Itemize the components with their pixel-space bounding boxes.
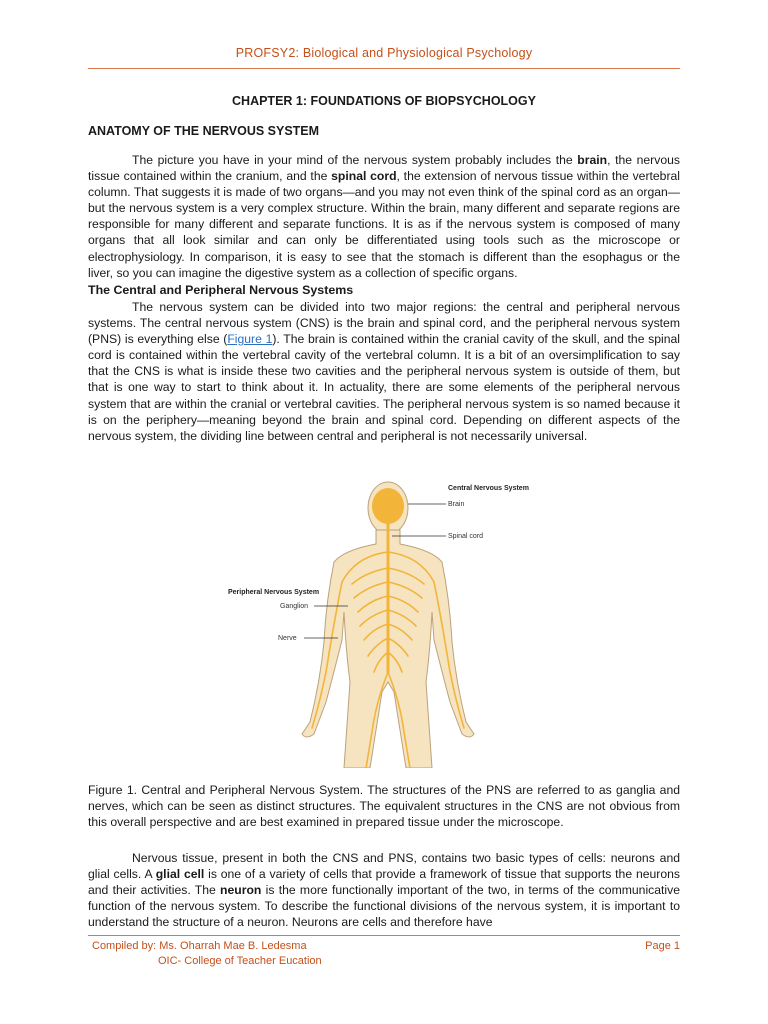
- text-run: is the more functionally important of the two, in terms of the communicative function of the nervous system. To describe the functional divisions of the nervous system, it is important to understand the structure of a neuron. Neurons are cells and therefore have: [88, 883, 680, 930]
- figure-caption: Figure 1. Central and Peripheral Nervous System. The structures of the PNS are referred to as ganglia and nerves, which can be seen as distinct structures. The equivalent structures in the CNS are not obvious from this overall perspective and are best examined in prepared tissue under the microscope.: [88, 783, 680, 830]
- chapter-title: CHAPTER 1: FOUNDATIONS OF BIOPSYCHOLOGY: [232, 94, 536, 108]
- nervous-system-figure: [226, 472, 556, 768]
- label-nerve: Nerve: [278, 635, 297, 642]
- text-run: , the nervous tissue contained within the cranium, and the: [88, 153, 680, 184]
- footer-page-number: Page 1: [645, 940, 680, 952]
- header-divider: [88, 68, 680, 69]
- term-neuron: neuron: [220, 883, 262, 898]
- text-run: , the extension of nervous tissue within the vertebral column. That suggests it is made of two organs—and you may not even think of the spinal cord as an organ—but the nervous system is a very complex structure. Within the brain, many different and separate regions are responsible for many different and separate functions. It is as if the nervous system is composed of many organs that all look similar and can only be differentiated using tools such as the microscope or electrophysiology. In comparison, it is easy to see that the stomach is different than the esophagus or the liver, so you can imagine the digestive system as a collection of specific organs.: [88, 169, 680, 280]
- term-spinal-cord: spinal cord: [331, 169, 397, 184]
- label-cns-title: Central Nervous System: [448, 485, 529, 492]
- label-brain: Brain: [448, 501, 465, 508]
- term-glial-cell: glial cell: [155, 867, 205, 882]
- page-header-title: PROFSY2: Biological and Physiological Psychology: [235, 46, 533, 60]
- text-run: is one of a variety of cells that provide a framework of tissue that supports the neurons and their activities. The: [88, 867, 680, 898]
- figure-1-link[interactable]: Figure 1: [227, 332, 273, 347]
- footer-divider: [88, 935, 680, 936]
- paragraph-cns-pns: [88, 299, 680, 444]
- subsection-title: The Central and Peripheral Nervous Systems: [88, 283, 354, 297]
- text-run: Nervous tissue, present in both the CNS and PNS, contains two basic types of cells: neurons and glial cells. A: [88, 851, 680, 882]
- section-title: ANATOMY OF THE NERVOUS SYSTEM: [88, 124, 320, 138]
- label-ganglion: Ganglion: [280, 603, 309, 610]
- term-brain: brain: [577, 153, 608, 167]
- label-pns-title: Peripheral Nervous System: [228, 589, 320, 596]
- text-run: ). The brain is contained within the cranial cavity of the skull, and the spinal cord is contained within the vertebral cavity of the vertebral column. It is a bit of an oversimplification to say that the CNS is what is inside these two cavities and the peripheral nervous system is outside of them, but that is one way to start to think about it. In actuality, there are some elements of the peripheral nervous system that are within the cranial or vertebral cavities. The peripheral nervous system is so named because it is on the periphery—meaning beyond the brain and spinal cord. Depending on different aspects of the nervous system, the dividing line between central and peripheral is not necessarily universal.: [88, 332, 680, 443]
- brain-shape: [372, 488, 404, 524]
- footer-compiled-by: Compiled by: Ms. Oharrah Mae B. Ledesma: [92, 940, 307, 952]
- text-run: The picture you have in your mind of the nervous system probably includes the: [132, 153, 578, 167]
- text-run: The nervous system can be divided into two major regions: the central and peripheral nervous systems. The central nervous system (CNS) is the brain and spinal cord, and the peripheral nervous system (PNS) is everything else (: [88, 300, 680, 347]
- paragraph-intro: [88, 152, 680, 281]
- paragraph-nervous-tissue: [88, 850, 680, 930]
- label-spinal-cord: Spinal cord: [448, 533, 484, 540]
- footer-office: OIC- College of Teacher Eucation: [158, 955, 322, 967]
